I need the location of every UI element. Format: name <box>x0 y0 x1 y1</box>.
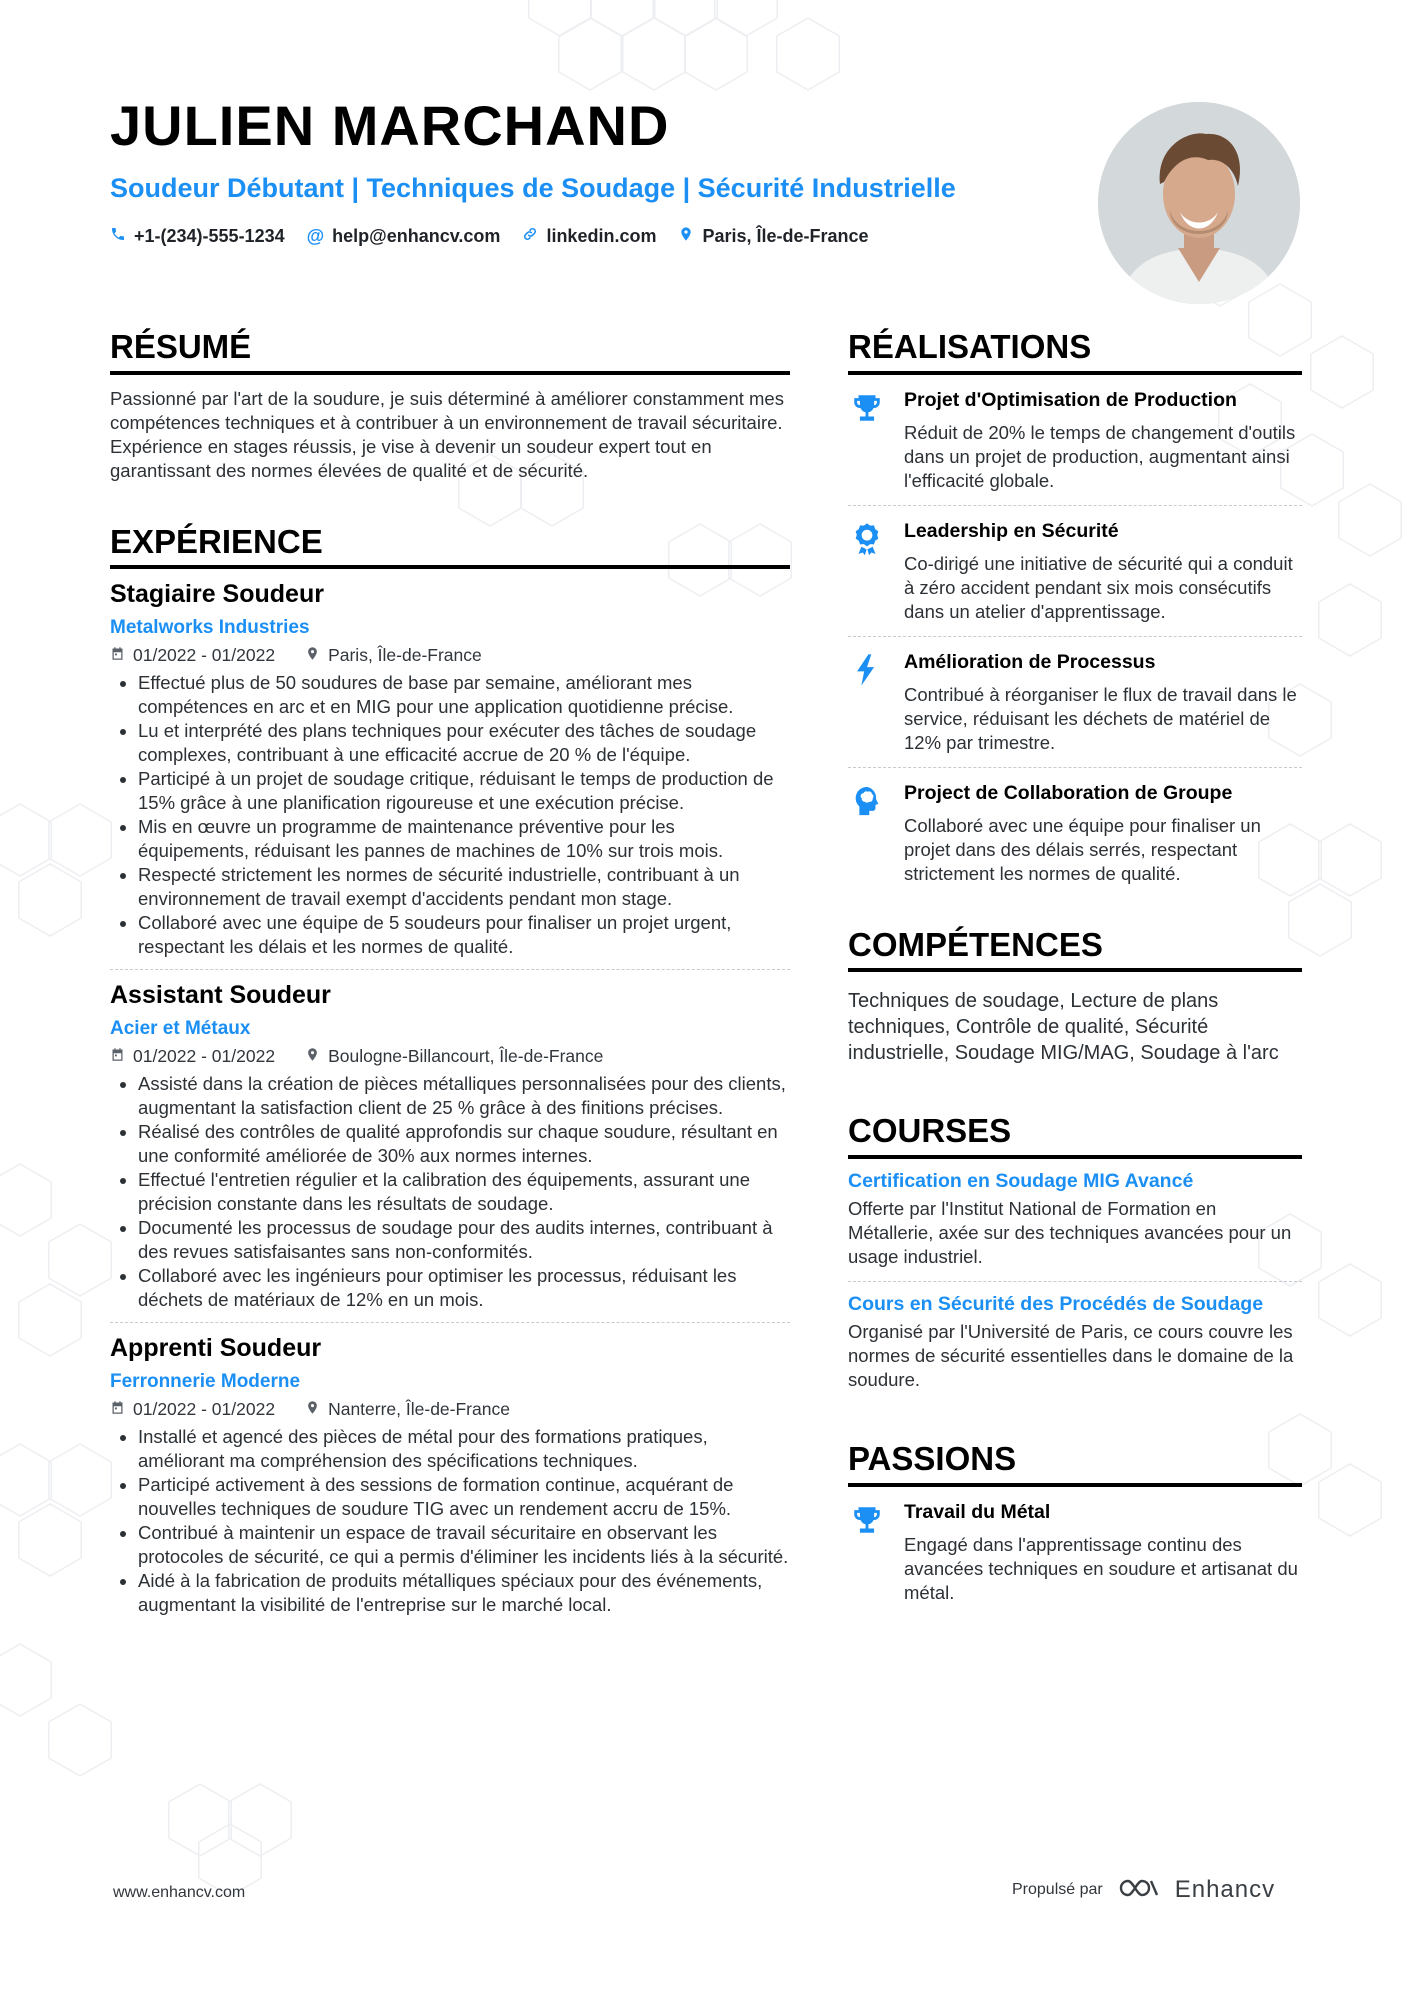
achievement-title: Leadership en Sécurité <box>904 519 1119 542</box>
job-meta <box>110 645 790 666</box>
section-title-summary: RÉSUMÉ <box>110 330 790 375</box>
header <box>110 94 1070 247</box>
location-text: Paris, Île-de-France <box>702 225 869 246</box>
footer-website[interactable]: www.enhancv.com <box>113 1884 246 1901</box>
bullet-item: • Collaboré avec une équipe de 5 soudeurs pour finaliser un projet urgent, respectant les délais et les normes de qualité. <box>138 911 790 959</box>
contact-location <box>678 226 868 247</box>
phone-text: +1-(234)-555-1234 <box>134 225 285 246</box>
job-divider <box>110 969 790 970</box>
section-title-skills: COMPÉTENCES <box>848 928 1302 973</box>
bullet-item: • Contribué à maintenir un espace de travail sécuritaire en observant les protocoles de sécurité, ce qui a permis d'éliminer les incidents liés à la sécurité. <box>138 1521 790 1569</box>
location-pin-icon <box>305 1046 320 1067</box>
job-entry <box>110 1333 790 1617</box>
passion-text: Engagé dans l'apprentissage continu des avancées techniques en soudure et artisanat du métal. <box>904 1533 1298 1603</box>
job-title: Apprenti Soudeur <box>110 1334 322 1363</box>
calendar-icon <box>110 645 125 666</box>
achievement-title: Amélioration de Processus <box>904 650 1156 673</box>
section-title-passions: PASSIONS <box>848 1442 1302 1487</box>
bullet-item: • Assisté dans la création de pièces métalliques personnalisées pour des clients, augmentant la satisfaction client de 25 % grâce à des finitions précises. <box>138 1072 790 1120</box>
job-title: Stagiaire Soudeur <box>110 580 324 609</box>
linkedin-text: linkedin.com <box>546 225 657 246</box>
achievement-text: Collaboré avec une équipe pour finaliser un projet dans des délais serrés, respectant strictement les normes de qualité. <box>904 814 1261 884</box>
job-title: Assistant Soudeur <box>110 981 331 1010</box>
lightning-icon <box>848 651 886 755</box>
job-dates-text: 01/2022 - 01/2022 <box>133 645 276 666</box>
job-entry <box>110 579 790 959</box>
award-ribbon-icon <box>848 520 886 624</box>
bullet-item: • Participé activement à des sessions de formation continue, acquérant de nouvelles techniques de soudure TIG avec un rendement accru de 15%. <box>138 1473 790 1521</box>
footer-branding <box>1012 1876 1275 1904</box>
company-name: Metalworks Industries <box>110 617 310 639</box>
location-pin-icon <box>305 645 320 666</box>
candidate-name: JULIEN MARCHAND <box>110 94 670 157</box>
passion-item <box>848 1487 1302 1617</box>
contact-email[interactable] <box>307 226 501 247</box>
location-pin-icon <box>305 1399 320 1420</box>
trophy-icon <box>848 1501 886 1605</box>
bullet-item: • Collaboré avec les ingénieurs pour optimiser les processus, réduisant les déchets de matériaux de 12% en un mois. <box>138 1264 790 1312</box>
job-location <box>305 645 482 666</box>
course-title: Cours en Sécurité des Procédés de Soudage <box>848 1292 1264 1315</box>
contact-linkedin[interactable] <box>522 226 656 247</box>
summary-section <box>110 330 790 483</box>
job-dates-text: 01/2022 - 01/2022 <box>133 1046 276 1067</box>
powered-by-text: Propulsé par <box>1012 1881 1103 1898</box>
profile-photo <box>1098 102 1300 304</box>
achievement-text: Réduit de 20% le temps de changement d'outils dans un projet de production, augmentant ainsi l'efficacité globale. <box>904 421 1296 491</box>
achievement-title: Projet d'Optimisation de Production <box>904 388 1237 411</box>
job-dates-text: 01/2022 - 01/2022 <box>133 1399 276 1420</box>
bullet-item: • Réalisé des contrôles de qualité approfondis sur chaque soudure, résultant en une conformité améliorée de 30% aux normes internes. <box>138 1120 790 1168</box>
achievement-item <box>848 506 1302 637</box>
achievement-item <box>848 637 1302 768</box>
achievement-text: Contribué à réorganiser le flux de travail dans le service, réduisant les déchets de matériel de 12% par trimestre. <box>904 683 1297 753</box>
skills-text: Techniques de soudage, Lecture de plans techniques, Contrôle de qualité, Sécurité industrielle, Soudage MIG/MAG, Soudage à l'arc <box>848 990 1279 1065</box>
achievement-item <box>848 375 1302 506</box>
achievement-item <box>848 768 1302 898</box>
left-column <box>110 330 790 1617</box>
bullet-item: • Aidé à la fabrication de produits métalliques spéciaux pour des événements, augmentant la visibilité de l'entreprise sur le marché local. <box>138 1569 790 1617</box>
section-title-courses: COURSES <box>848 1114 1302 1159</box>
bullet-item: • Effectué plus de 50 soudures de base par semaine, améliorant mes compétences en arc et en MIG pour une application quotidienne précise. <box>138 671 790 719</box>
tagline: Soudeur Débutant | Techniques de Soudage | Sécurité Industrielle <box>110 173 956 203</box>
job-entry <box>110 980 790 1312</box>
passions-section <box>848 1439 1302 1617</box>
achievement-title: Project de Collaboration de Groupe <box>904 781 1233 804</box>
bullet-item: • Installé et agencé des pièces de métal pour des formations pratiques, améliorant ma compréhension des spécifications techniques. <box>138 1425 790 1473</box>
company-name: Acier et Métaux <box>110 1018 251 1040</box>
job-location-text: Paris, Île-de-France <box>328 645 482 666</box>
job-divider <box>110 1322 790 1323</box>
bullet-item: • Participé à un projet de soudage critique, réduisant le temps de production de 15% grâce à une planification rigoureuse et une exécution précise. <box>138 767 790 815</box>
course-title: Certification en Soudage MIG Avancé <box>848 1169 1194 1192</box>
job-dates <box>110 1046 275 1067</box>
right-column <box>848 330 1302 1617</box>
section-title-achievements: RÉALISATIONS <box>848 330 1302 375</box>
phone-icon <box>110 226 126 247</box>
job-dates <box>110 645 275 666</box>
brand-name: Enhancv <box>1174 1876 1276 1903</box>
enhancv-logo-icon <box>1117 1877 1161 1904</box>
course-text: Offerte par l'Institut National de Formation en Métallerie, axée sur des techniques avancées pour un usage industriel. <box>848 1197 1292 1267</box>
course-text: Organisé par l'Université de Paris, ce cours couvre les normes de sécurité essentielles dans le domaine de la soudure. <box>848 1320 1294 1390</box>
trophy-icon <box>848 389 886 493</box>
skills-section <box>848 925 1302 1067</box>
head-brain-icon <box>848 782 886 886</box>
bullet-item: • Effectué l'entretien régulier et la calibration des équipements, assurant une précision constante dans les résultats de soudage. <box>138 1168 790 1216</box>
achievement-text: Co-dirigé une initiative de sécurité qui a conduit à zéro accident pendant six mois consécutifs dans un atelier d'apprentissage. <box>904 552 1293 622</box>
experience-section <box>110 522 790 1618</box>
bullet-item: • Documenté les processus de soudage pour des audits internes, contribuant à des revues satisfaisantes sans non-conformités. <box>138 1216 790 1264</box>
at-icon: @ <box>306 225 325 246</box>
job-bullets <box>110 1072 790 1312</box>
achievements-section <box>848 330 1302 898</box>
job-location-text: Boulogne-Billancourt, Île-de-France <box>328 1046 604 1067</box>
company-name: Ferronnerie Moderne <box>110 1371 301 1393</box>
courses-section <box>848 1114 1302 1404</box>
section-title-experience: EXPÉRIENCE <box>110 525 790 570</box>
job-location <box>305 1046 603 1067</box>
summary-text: Passionné par l'art de la soudure, je suis déterminé à améliorer constamment mes compétences techniques et à contribuer à un environnement de travail sécuritaire. Expérience en stages réussis, je vise à devenir un soudeur expert tout en garantissant des normes élevées de qualité et de sécurité. <box>110 387 784 481</box>
course-item <box>848 1282 1302 1404</box>
job-bullets <box>110 1425 790 1617</box>
job-meta <box>110 1046 790 1067</box>
passion-title: Travail du Métal <box>904 1500 1051 1523</box>
course-item <box>848 1159 1302 1282</box>
job-location <box>305 1399 510 1420</box>
contact-row <box>110 226 1070 247</box>
calendar-icon <box>110 1399 125 1420</box>
job-meta <box>110 1399 790 1420</box>
calendar-icon <box>110 1046 125 1067</box>
bullet-item: • Respecté strictement les normes de sécurité industrielle, contribuant à un environnement de travail exempt d'accidents pendant mon stage. <box>138 863 790 911</box>
location-pin-icon <box>678 226 694 247</box>
contact-phone[interactable] <box>110 226 285 247</box>
job-bullets <box>110 671 790 959</box>
bullet-item: • Mis en œuvre un programme de maintenance préventive pour les équipements, réduisant les pannes de machines de 10% sur trois mois. <box>138 815 790 863</box>
link-icon <box>522 226 538 247</box>
job-dates <box>110 1399 275 1420</box>
bullet-item: • Lu et interprété des plans techniques pour exécuter des tâches de soudage complexes, contribuant à une efficacité accrue de 20 % de l'équipe. <box>138 719 790 767</box>
email-text: help@enhancv.com <box>332 225 501 246</box>
job-location-text: Nanterre, Île-de-France <box>328 1399 510 1420</box>
